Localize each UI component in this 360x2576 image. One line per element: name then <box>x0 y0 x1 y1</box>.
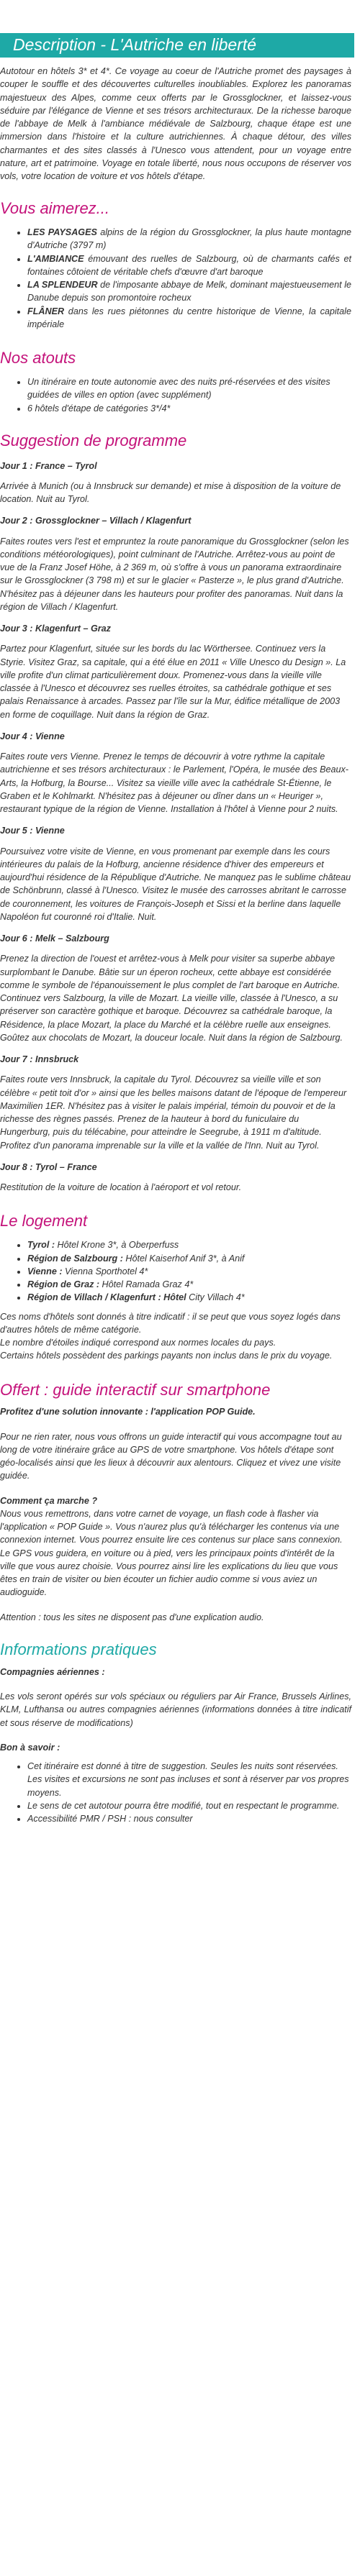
hotel-item: • Vienne : Vienna Sporthotel 4* <box>27 1265 351 1278</box>
aimerez-item: • LA SPLENDEUR de l'imposante abbaye de Melk, dominant majestueusement le Danube depuis son promontoire rocheux <box>27 278 351 305</box>
pratiques-heading: Informations pratiques <box>0 1640 157 1658</box>
page <box>0 33 360 1825</box>
day-block <box>0 824 351 923</box>
atouts-item: • 6 hôtels d'étape de catégories 3*/4* <box>27 402 351 415</box>
airlines-text: Les vols seront opérés sur vols spéciaux ou réguliers par Air France, Brussels Airlines, KLM, Lufthansa ou autres compagnies aériennes (informations données à titre indicatif et sous réserve de modifications) <box>0 1691 351 1728</box>
logement-note: Certains hôtels possèdent des parkings payants non inclus dans le prix du voyage. <box>0 1351 333 1361</box>
day-text: Partez pour Klagenfurt, située sur les bords du lac Wörthersee. Continuez vers la Styrie. Visitez Graz, sa capitale, qui a été élue en 2011 « Ville Unesco du Design ». La ville profite d'un climat particulièrement doux. Promenez-vous dans la vieille ville classée à l'Unesco et découvrez ses ruelles étroites, sa cathédrale gothique et ses palais Renaissance à arcades. Passez par l'île sur la Mur, édifice métallique de 2003 en forme de coquillage. Nuit dans la région de Graz. <box>0 644 346 720</box>
know-item: • Le sens de cet autotour pourra être modifié, tout en respectant le programme. <box>27 1799 351 1812</box>
know-item: • Cet itinéraire est donné à titre de suggestion. Seules les nuits sont réservées. Les visites et excursions ne sont pas incluses et sont à réserver par vos propres moyens. <box>27 1760 351 1799</box>
aimerez-item: • LES PAYSAGES alpins de la région du Grossglockner, la plus haute montagne d'Autriche (3797 m) <box>27 226 351 252</box>
day-title: Jour 4 : Vienne <box>0 731 65 741</box>
day-text: Faites routes vers l'est et empruntez la route panoramique du Grossglockner (selon les conditions météorologiques), point culminant de l'Autriche. Arrêtez-vous au point de vue de la Franz Josef Höhe, à 2 369 m, où s'offre à vous un panorama extraordinaire sur le Grossglockner (3 798 m) et sur le glacier « Pasterze », le plus grand d'Autriche. N'hésitez pas à déjeuner dans les hauteurs pour profiter des panoramas. Nuit dans la région de Villach / Klagenfurt. <box>0 536 349 612</box>
logement-heading: Le logement <box>0 1212 88 1230</box>
day-block <box>0 514 351 613</box>
day-block <box>0 1161 351 1195</box>
logement-note: Ces noms d'hôtels sont donnés à titre indicatif : il se peut que vous soyez logés dans d'autres hôtels de même catégorie. <box>0 1311 341 1335</box>
hotel-item: • Région de Villach / Klagenfurt : Hôtel City Villach 4* <box>27 1291 351 1304</box>
day-text: Prenez la direction de l'ouest et arrêtez-vous à Melk pour visiter sa superbe abbaye surplombant le Danube. Bâtie sur un éperon rocheux, cette abbaye est considérée comme le symbole de l'épanouissement le plus complet de l'art baroque en Autriche. Continuez vers Salzbourg, la ville de Mozart. La vieille ville, classée à l'Unesco, a su préserver son caractère gothique et baroque. Découvrez sa cathédrale baroque, la Résidence, la place Mozart, la place du Marché et la célèbre ruelle aux enseignes. Goûtez aux chocolats de Mozart, la douceur locale. Nuit dans la région de Salzbourg. <box>0 954 343 1043</box>
day-title: Jour 2 : Grossglockner – Villach / Klagenfurt <box>0 516 192 526</box>
hotel-item: • Tyrol : Hôtel Krone 3*, à Oberperfuss <box>27 1238 351 1251</box>
offert-attention: Attention : tous les sites ne disposent pas d'une explication audio. <box>0 1612 264 1622</box>
atouts-heading: Nos atouts <box>0 349 76 367</box>
intro-paragraph: Autotour en hôtels 3* et 4*. Ce voyage au coeur de l'Autriche promet des paysages à couper le souffle et des découvertes culturelles inoubliables. Explorez les panoramas majestueux des Alpes, comme ceux offerts par le Grossglockner, et laissez-vous séduire par l'élégance de Vienne et ses trésors architecturaux. De la richesse baroque de l'abbaye de Melk à l'ambiance médiévale de Salzbourg, chaque étape est une immersion dans l'histoire et la culture autrichiennes. À chaque détour, des villes charmantes et des sites classés à l'Unesco vous attendent, pour un voyage entre nature, art et patrimoine. Voyage en totale liberté, nous nous occupons de réserver vos vols, votre location de voiture et vos hôtels d'étape. <box>0 66 351 181</box>
day-title: Jour 3 : Klagenfurt – Graz <box>0 624 111 634</box>
offert-paragraph: Nous vous remettrons, dans votre carnet de voyage, un flash code à flasher via l'application « POP Guide ». Vous n'aurez plus qu'à télécharger les contenus via une connexion internet. Vous pourrez ensuite lire ces contenus sur place sans connexion. Le GPS vous guidera, en voiture ou à pied, vers les principaux points d'intérêt de la ville que vous aurez choisie. Vous pourrez ainsi lire les explications du lieu que vous êtes en train de visiter ou bien écouter un fichier audio comme si vous aviez un audioguide. <box>0 1508 343 1598</box>
day-text: Poursuivez votre visite de Vienne, en vous promenant par exemple dans les cours intérieures du palais de la Hofburg, ancienne résidence d'hiver des empereurs et aujourd'hui résidence de la République d'Autriche. Ne manquez pas le sublime château de Schönbrunn, classé à l'Unesco. Visitez le musée des carrosses abritant le carrosse de couronnement, les voitures de François-Joseph et Sissi et la berline dans laquelle Napoléon fut couronné roi d'Italie. Nuit. <box>0 846 351 922</box>
day-block <box>0 730 351 816</box>
day-block <box>0 460 351 506</box>
hotel-item: • Région de Graz : Hôtel Ramada Graz 4* <box>27 1278 351 1291</box>
offert-paragraph: Pour ne rien rater, nous vous offrons un guide interactif qui vous accompagne tout au long de votre itinéraire grâce au GPS de votre smartphone. Vos hôtels d'étape sont géo-localisés ainsi que les lieux à découvrir aux alentours. Cliquez et vivez une visite guidée. <box>0 1431 342 1481</box>
day-title: Jour 5 : Vienne <box>0 826 65 836</box>
day-title: Jour 6 : Melk – Salzbourg <box>0 933 109 944</box>
day-text: Faites route vers Vienne. Prenez le temps de découvrir à votre rythme la capitale autrichienne et ses trésors architecturaux : le Parlement, l'Opéra, le musée des Beaux-Arts, la Hofburg, la Bourse... Visitez sa vieille ville avec la cathédrale St-Étienne, le Graben et le Kohlmarkt. N'hésitez pas à déjeuner ou dîner dans un « Heuriger », restaurant typique de la région de Vienne. Installation à l'hôtel à Vienne pour 2 nuits. <box>0 752 348 815</box>
aimerez-list <box>0 226 351 331</box>
atouts-list <box>0 375 351 415</box>
aimerez-item: • FLÂNER dans les rues piétonnes du centre historique de Vienne, la capitale impériale <box>27 305 351 332</box>
offert-heading: Offert : guide interactif sur smartphone <box>0 1380 271 1399</box>
logement-list <box>0 1238 351 1304</box>
atouts-item: • Un itinéraire en toute autonomie avec des nuits pré-réservées et des visites guidées de villes en option (avec supplément) <box>27 375 351 402</box>
aimerez-item: • L'AMBIANCE émouvant des ruelles de Salzbourg, où de charmants cafés et fontaines côtoient de véritable chefs d'œuvre d'art baroque <box>27 252 351 279</box>
know-title: Bon à savoir : <box>0 1742 60 1753</box>
aimerez-heading: Vous aimerez... <box>0 199 110 218</box>
offert-subheading: Profitez d'une solution innovante : l'application POP Guide. <box>0 1407 256 1417</box>
hotel-item: • Région de Salzbourg : Hôtel Kaiserhof Anif 3*, à Anif <box>27 1252 351 1265</box>
offert-question: Comment ça marche ? <box>0 1495 98 1506</box>
day-block <box>0 1053 351 1152</box>
logement-note: Le nombre d'étoiles indiqué correspond aux normes locales du pays. <box>0 1338 276 1348</box>
airlines-title: Compagnies aériennes : <box>0 1666 105 1677</box>
know-list <box>0 1760 351 1825</box>
day-text: Restitution de la voiture de location à l'aéroport et vol retour. <box>0 1182 242 1193</box>
day-text: Faites route vers Innsbruck, la capitale du Tyrol. Découvrez sa vieille ville et son célèbre « petit toit d'or » ainsi que les belles maisons datant de l'époque de l'empereur Maximilien 1ER. N'hésitez pas à visiter le palais impérial, témoin du pouvoir et de la richesse des règnes passés. Prenez de la hauteur à bord du funiculaire du Hungerburg, puis du télécabine, pour atteindre le Seegrube, à 1911 m d'altitude. Profitez d'un panorama imprenable sur la ville et la vallée de l'Inn. Nuit au Tyrol. <box>0 1074 347 1151</box>
day-block <box>0 932 351 1044</box>
know-item: • Accessibilité PMR / PSH : nous consulter <box>27 1812 351 1825</box>
day-block <box>0 622 351 721</box>
programme-heading: Suggestion de programme <box>0 431 187 449</box>
description-banner <box>0 33 354 58</box>
day-text: Arrivée à Munich (ou à Innsbruck sur demande) et mise à disposition de la voiture de location. Nuit au Tyrol. <box>0 480 341 505</box>
day-title: Jour 1 : France – Tyrol <box>0 460 97 471</box>
day-title: Jour 7 : Innsbruck <box>0 1054 79 1065</box>
day-title: Jour 8 : Tyrol – France <box>0 1161 97 1172</box>
banner-title: Description - L'Autriche en liberté <box>13 35 257 55</box>
